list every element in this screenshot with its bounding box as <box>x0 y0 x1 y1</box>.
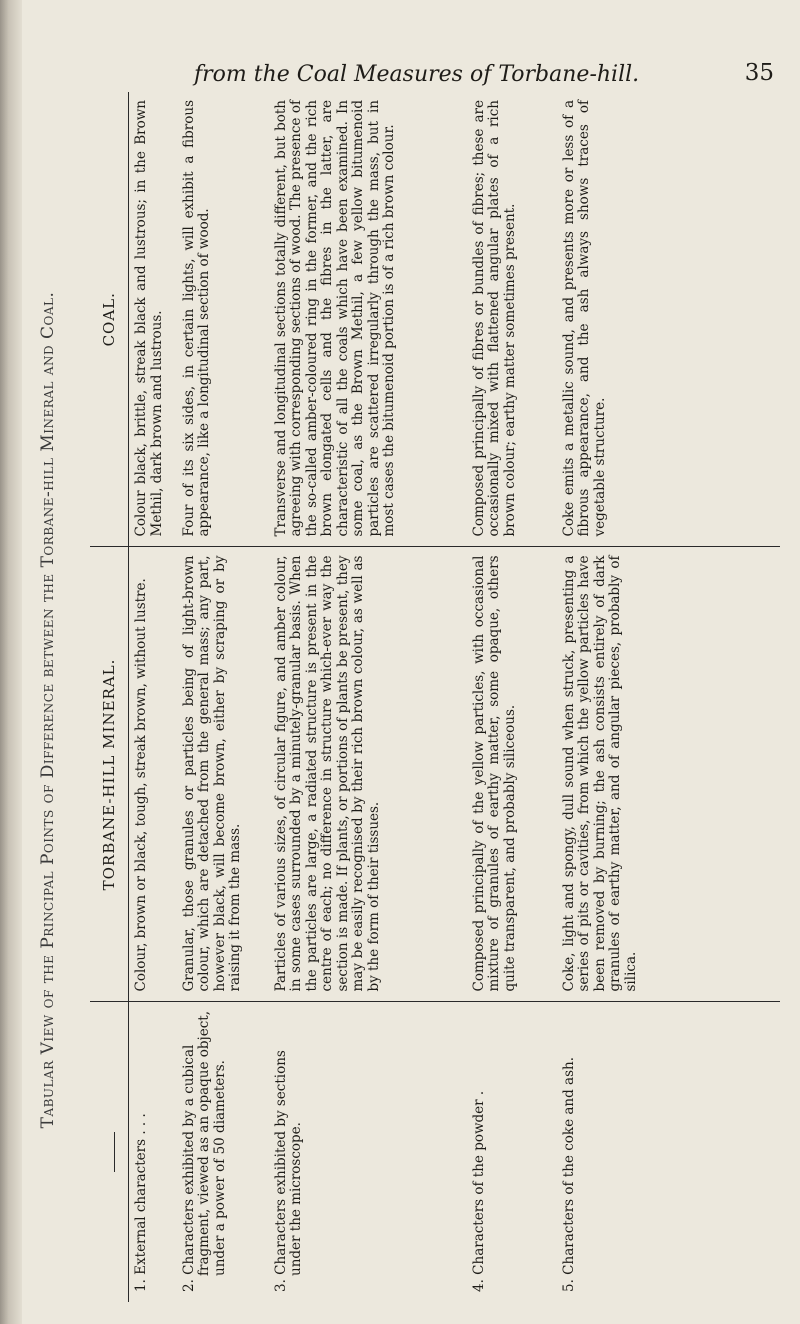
page-number: 35 <box>744 60 774 86</box>
running-head <box>180 56 780 96</box>
table-caption-text: Tabular View of the Principal Points of Difference between the Torbane-hill Mineral and Coal. <box>38 291 58 1129</box>
header-coal: COAL. <box>90 92 129 547</box>
table-row <box>129 92 177 1302</box>
row-label: 4. Characters of the powder . <box>470 1090 487 1292</box>
table-row <box>467 92 557 1302</box>
mineral-cell: Composed principally of the yellow particles, with occasional mixture of granules of earthy matter, some opaque, others quite transparent, and probably siliceous. <box>467 547 557 1002</box>
table-caption <box>30 110 66 1310</box>
comparison-table-grid <box>90 92 780 1302</box>
table-row <box>269 92 467 1302</box>
row-label: 1. External characters . . . <box>133 1113 149 1292</box>
running-title: from the Coal Measures of Torbane-hill. <box>194 62 640 87</box>
table-row <box>557 92 781 1302</box>
header-mineral: TORBANE-HILL MINERAL. <box>90 547 129 1002</box>
coal-cell: Coke emits a metallic sound, and presents more or less of a fibrous appearance, and the ash always shows traces of vegetable structure. <box>557 92 781 547</box>
mineral-cell: Granular, those granules or particles being of light-brown colour, which are detached from the general mass; any part, however black, will become brown, either by scraping or by raising it from the mass. <box>177 547 269 1002</box>
table-header-row <box>90 92 129 1302</box>
mineral-cell: Colour, brown or black, tough, streak brown, without lustre. <box>129 547 177 1002</box>
coal-cell: Transverse and longitudinal sections totally different, but both agreeing with corresponding sections of wood. The presence of the so-called amber-coloured ring in the former, and the rich brown elongated cells and the fibres in the latter, are characteristic of all the coals which have been examined. In some coal, as the Brown Methil, a few yellow bitumenoid particles are scattered irregularly through the mass, but in most cases the bitumenoid portion is of a rich brown colour. <box>269 92 467 547</box>
table-row <box>177 92 269 1302</box>
coal-cell: Four of its six sides, in certain lights, will exhibit a fibrous appearance, like a longitudinal section of wood. <box>177 92 269 547</box>
mineral-cell: Coke, light and spongy, dull sound when struck, presenting a series of pits or cavities, from which the yellow particles have been removed by burning; the ash consists entirely of dark granules of earthy matter, and of angular pieces, probably of silica. <box>557 547 781 1002</box>
coal-cell: Composed principally of fibres or bundles of fibres; these are occasionally mixed with flattened angular plates of a rich brown colour; earthy matter sometimes present. <box>467 92 557 547</box>
row-label: 2. Characters exhibited by a cubical fragment, viewed as an opaque object, under a power of 50 diameters. <box>180 1010 228 1292</box>
row-label: 5. Characters of the coke and ash. <box>560 1057 577 1292</box>
coal-cell: Colour black, brittle, streak black and lustrous; in the Brown Methil, dark brown and lustrous. <box>129 92 177 547</box>
header-blank <box>90 1002 129 1302</box>
book-spine-shadow <box>0 0 22 1324</box>
mineral-cell: Particles of various sizes, of circular figure, and amber colour, in some cases surrounded by a minutely-granular basis. When the particles are large, a radiated structure is present in the centre of each; no difference in structure which-ever way the section is made. If plants, or portions of plants be present, they may be easily recognised by their rich brown colour, as well as by the form of their tissues. <box>269 547 467 1002</box>
header-dash <box>114 1132 115 1172</box>
row-label: 3. Characters exhibited by sections under the microscope. <box>272 1050 304 1292</box>
comparison-table <box>90 92 780 1302</box>
